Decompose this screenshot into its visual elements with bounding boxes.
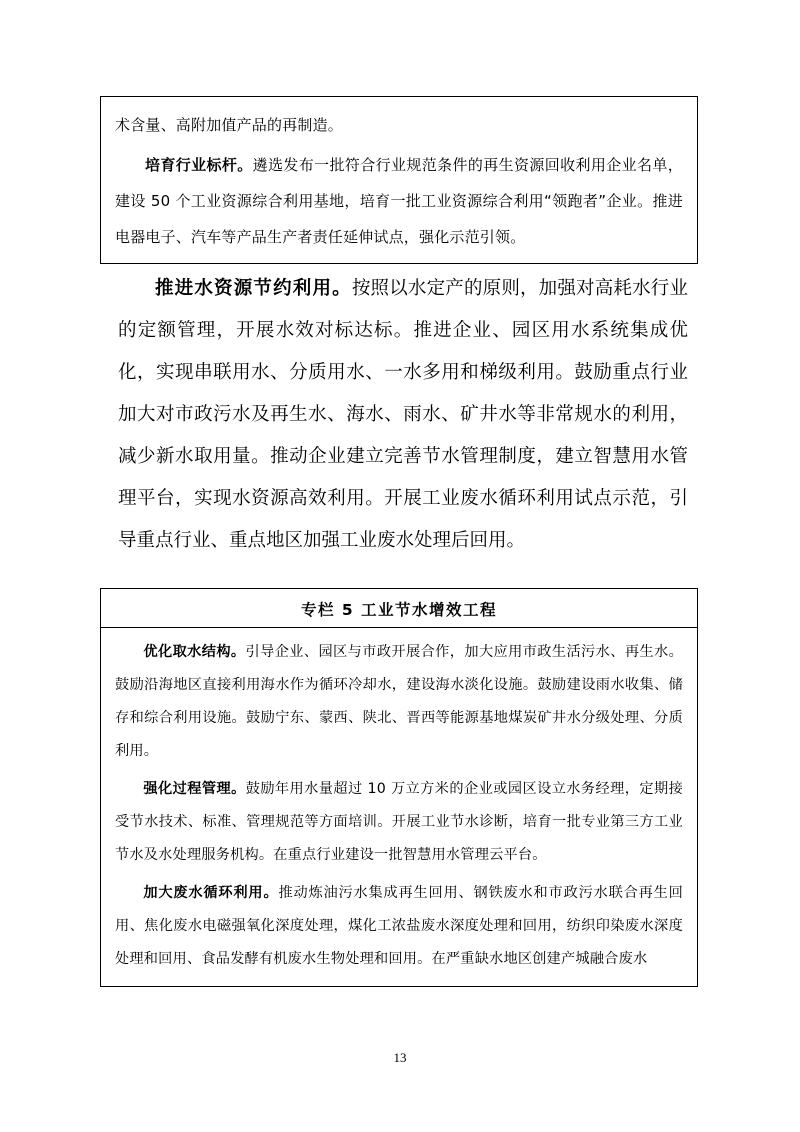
paragraph-continuation (115, 107, 683, 143)
paragraph-lead: 强化过程管理。 (143, 781, 246, 797)
paragraph-text: 术含量、高附加值产品的再制造。 (115, 116, 344, 134)
box-title: 专栏 5 工业节水增效工程 (101, 589, 697, 628)
paragraph-lead: 加大废水循环利用。 (143, 885, 279, 901)
paragraph-text: 引导企业、园区与市政开展合作，加大应用市政生活污水、再生水。鼓励沿海地区直接利用海水作为循环冷却水，建设海水淡化设施。鼓励建设雨水收集、储存和综合利用设施。鼓励宁东、蒙西、陕北、晋西等能源基地煤炭矿井水分级处理、分质利用。 (115, 644, 683, 759)
paragraph-lead: 培育行业标杆。 (145, 156, 253, 174)
paragraph-industry-benchmark (115, 147, 683, 255)
paragraph-text: 推动炼油污水集成再生回用、钢铁废水和市政污水联合再生回用、焦化废水电磁强氧化深度处理，煤化工浓盐废水深度处理和回用，纺织印染废水深度处理和回用、食品发酵有机废水生物处理和回用。在严重缺水地区创建产城融合废水 (115, 885, 683, 967)
paragraph-lead: 推进水资源节约利用。 (155, 278, 352, 299)
box-body (101, 628, 697, 986)
page-number: 13 (393, 1050, 407, 1065)
paragraph-water-conservation (118, 268, 688, 562)
highlight-paragraph-block (118, 268, 688, 562)
box-paragraph-wastewater-recycling (115, 877, 683, 976)
paragraph-text: 鼓励年用水量超过 10 万立方米的企业或园区设立水务经理，定期接受节水技术、标准、管理规范等方面培训。开展工业节水诊断，培育一批专业第三方工业节水及水处理服务机构。在重点行业建设一批智慧用水管理云平台。 (115, 781, 683, 863)
column-box-5 (100, 588, 698, 987)
box-paragraph-water-structure (115, 636, 683, 768)
paragraph-text: 按照以水定产的原则，加强对高耗水行业的定额管理，开展水效对标达标。推进企业、园区用水系统集成优化，实现串联用水、分质用水、一水多用和梯级利用。鼓励重点行业加大对市政污水及再生水、海水、雨水、矿井水等非常规水的利用，减少新水取用量。推动企业建立完善节水管理制度，建立智慧用水管理平台，实现水资源高效利用。开展工业废水循环利用试点示范，引导重点行业、重点地区加强工业废水处理后回用。 (118, 278, 688, 551)
paragraph-text: 遴选发布一批符合行业规范条件的再生资源回收利用企业名单，建设 50 个工业资源综合利用基地，培育一批工业资源综合利用“领跑者”企业。推进电器电子、汽车等产品生产者责任延伸试点，强化示范引领。 (115, 156, 683, 246)
paragraph-lead: 优化取水结构。 (143, 644, 246, 660)
top-text-block (100, 96, 698, 264)
box-paragraph-process-management (115, 773, 683, 872)
